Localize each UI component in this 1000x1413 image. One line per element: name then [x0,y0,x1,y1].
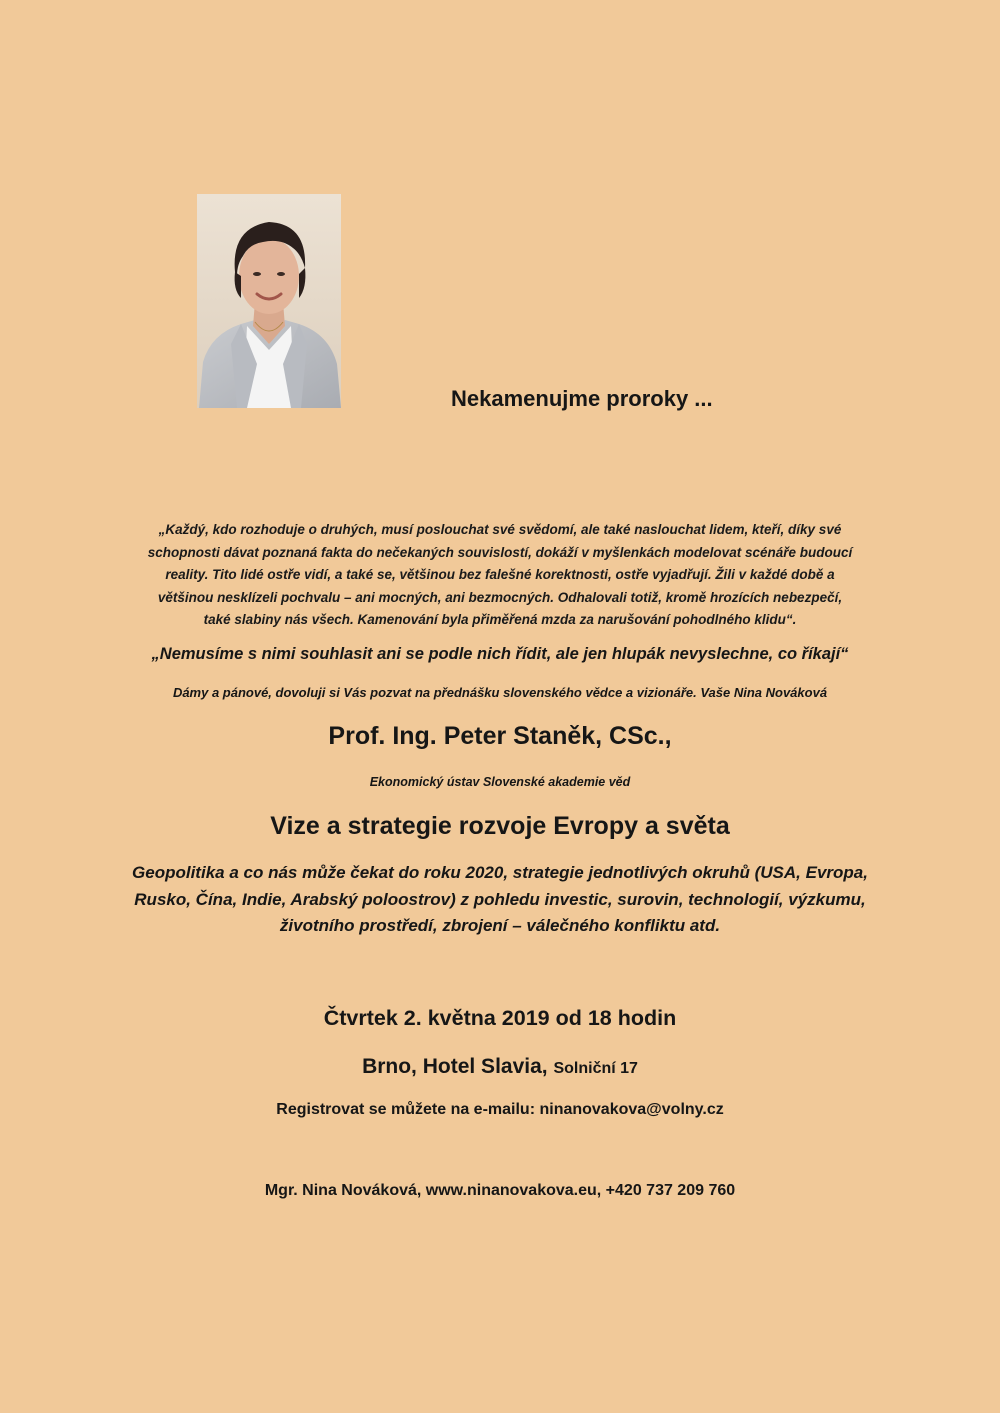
page-heading: Nekamenujme proroky ... [451,386,713,411]
quote-line: také slabiny nás všech. Kamenování byla přiměřená mzda za narušování pohodlného klidu“. [203,612,797,627]
speaker-institute: Ekonomický ústav Slovenské akademie věd [369,775,631,789]
quote-line: schopnosti dávat poznaná fakta do nečekaných souvislostí, dokáží v myšlenkách modelovat scénáře budoucí [147,544,853,560]
quote-line: „Každý, kdo rozhoduje o druhých, musí poslouchat své svědomí, ale také naslouchat lidem, kteří, díky své [158,522,842,537]
topic-description [110,860,890,940]
description-line: Geopolitika a co nás může čekat do roku 2020, strategie jednotlivých okruhů (USA, Evropa, [132,863,868,882]
quote-paragraph [100,519,900,632]
contact-info: Mgr. Nina Nováková, www.ninanovakova.eu, +420 737 209 760 [264,1182,736,1199]
venue-address: Solniční 17 [553,1060,638,1077]
lecture-topic: Vize a strategie rozvoje Evropy a světa [270,812,730,840]
event-date: Čtvrtek 2. května 2019 od 18 hodin [323,1006,677,1030]
description-line: životního prostředí, zbrojení – válečného konfliktu atd. [279,916,721,935]
quote-line: většinou nesklízeli pochvalu – ani mocných, ani bezmocných. Odhalovali totiž, kromě hrozících nebezpečí, [157,589,843,605]
invitation-text: Dámy a pánové, dovoluji si Vás pozvat na přednášku slovenského vědce a vizionáře. Vaše Nina Nováková [172,685,828,700]
secondary-quote: „Nemusíme s nimi souhlasit ani se podle nich řídit, ale jen hlupák nevyslechne, co říkají“ [151,645,849,663]
quote-line: reality. Tito lidé ostře vidí, a také se, většinou bez falešné korektnosti, ostře vyjadřují. Žili v každé době a [165,567,835,582]
speaker-host-photo [197,194,341,408]
registration-info: Registrovat se můžete na e-mailu: ninanovakova@volny.cz [276,1101,724,1118]
event-venue [100,1055,900,1079]
venue-name: Brno, Hotel Slavia, [362,1055,548,1078]
description-line: Rusko, Čína, Indie, Arabský poloostrov) z pohledu investic, surovin, technologií, výzkumu, [134,889,866,909]
speaker-name: Prof. Ing. Peter Staněk, CSc., [328,722,672,750]
portrait-illustration [197,194,341,408]
